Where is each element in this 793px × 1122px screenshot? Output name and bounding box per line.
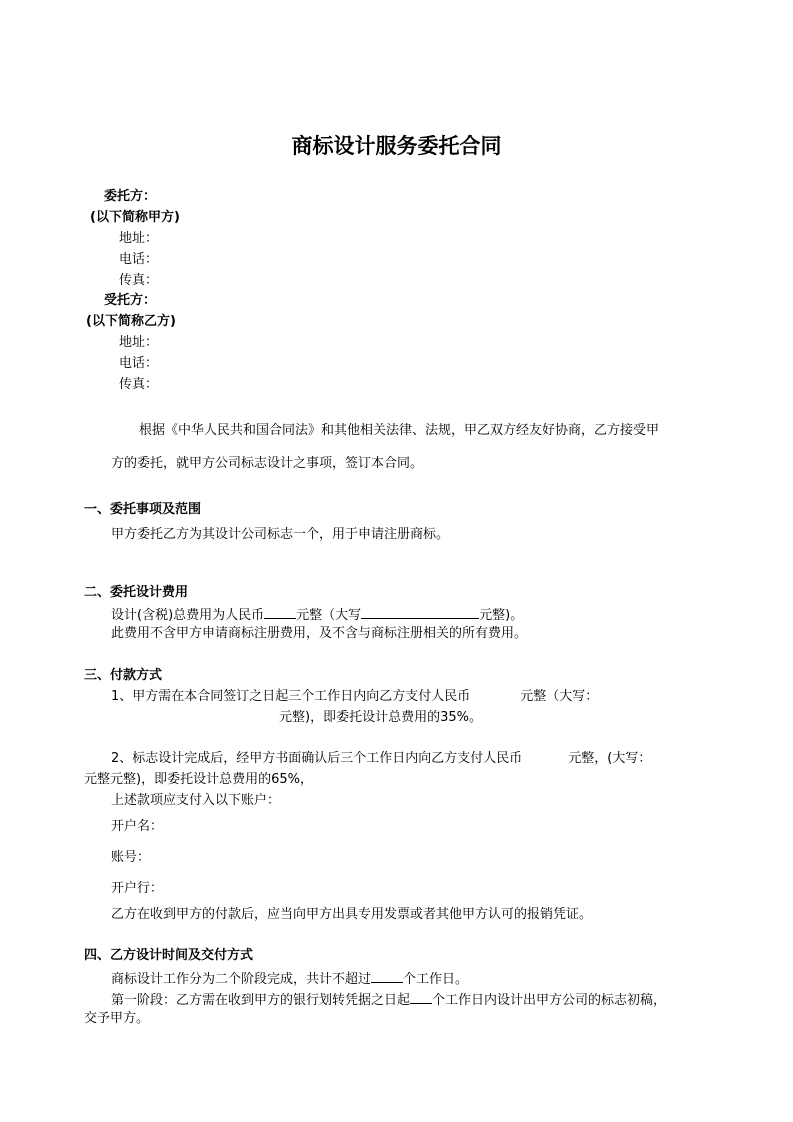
section-1-line-1: 甲方委托乙方为其设计公司标志一个，用于申请注册商标。	[111, 527, 450, 542]
party-a-label: 委托方：	[104, 189, 157, 204]
payment-item-2	[111, 751, 651, 767]
party-a-fax: 传真：	[119, 273, 159, 288]
section-4-line-2-text-b: 个工作日内设计出甲方公司的标志初稿，	[432, 993, 667, 1008]
party-b-fax: 传真：	[119, 377, 159, 392]
section-4-line-3: 交予甲方。	[84, 1011, 150, 1026]
payment-item-2-cont: 元整元整)，即委托设计总费用的65%，	[84, 772, 313, 787]
account-bank-label: 开户行：	[111, 881, 164, 896]
payment-item-2-text: 2、标志设计完成后，经甲方书面确认后三个工作日内向乙方支付人民币	[111, 751, 523, 766]
section-4-line-1-text: 商标设计工作分为二个阶段完成，共计不超过	[111, 972, 372, 987]
section-2-fee-text: 设计(含税)总费用为人民币	[111, 608, 265, 623]
preamble-line-1: 根据《中华人民共和国合同法》和其他相关法律、法规，甲乙双方经友好协商，乙方接受甲	[139, 423, 660, 438]
payment-item-2-text-b: 元整，(大写：	[568, 751, 652, 766]
account-number-label: 账号：	[111, 850, 151, 865]
section-2-fee-text-b: 元整（大写	[296, 608, 362, 623]
account-intro: 上述款项应支付入以下账户：	[111, 793, 281, 808]
page-title: 商标设计服务委托合同	[291, 133, 502, 158]
party-b-label: 受托方：	[104, 293, 157, 308]
invoice-clause: 乙方在收到甲方的付款后，应当向甲方出具专用发票或者其他甲方认可的报销凭证。	[111, 907, 593, 922]
section-4-line-1-text-b: 个工作日。	[403, 972, 469, 987]
fee-amount-blank	[264, 605, 296, 619]
party-b-phone: 电话：	[119, 356, 159, 371]
party-b-alias: (以下简称乙方)	[86, 314, 176, 329]
section-2-fee-text-c: 元整)。	[479, 608, 524, 623]
section-2-line-1	[111, 605, 523, 624]
payment-item-1-text-b: 元整（大写：	[520, 689, 599, 704]
party-b-address: 地址：	[119, 335, 159, 350]
section-2-heading: 二、委托设计费用	[84, 585, 189, 600]
party-a-phone: 电话：	[119, 252, 159, 267]
account-name-label: 开户名：	[111, 819, 164, 834]
fee-uppercase-blank	[361, 605, 479, 619]
workdays-stage1-blank	[410, 990, 432, 1004]
party-a-alias: (以下简称甲方)	[90, 210, 180, 225]
payment-item-1-cont: 元整)，即委托设计总费用的35%。	[279, 710, 482, 725]
workdays-total-blank	[371, 969, 403, 983]
section-4-line-2-text: 第一阶段：乙方需在收到甲方的银行划转凭据之日起	[111, 993, 411, 1008]
preamble-line-2: 方的委托，就甲方公司标志设计之事项，签订本合同。	[111, 456, 424, 471]
section-3-heading: 三、付款方式	[84, 668, 163, 683]
section-4-heading: 四、乙方设计时间及交付方式	[84, 948, 254, 963]
section-4-line-1	[111, 969, 468, 988]
section-4-line-2	[111, 990, 666, 1009]
payment-item-1-text: 1、甲方需在本合同签订之日起三个工作日内向乙方支付人民币	[111, 689, 471, 704]
section-2-line-2: 此费用不含甲方申请商标注册费用，及不含与商标注册相关的所有费用。	[111, 626, 528, 641]
party-a-address: 地址：	[119, 231, 159, 246]
section-1-heading: 一、委托事项及范围	[84, 502, 202, 517]
payment-item-1	[111, 689, 598, 705]
